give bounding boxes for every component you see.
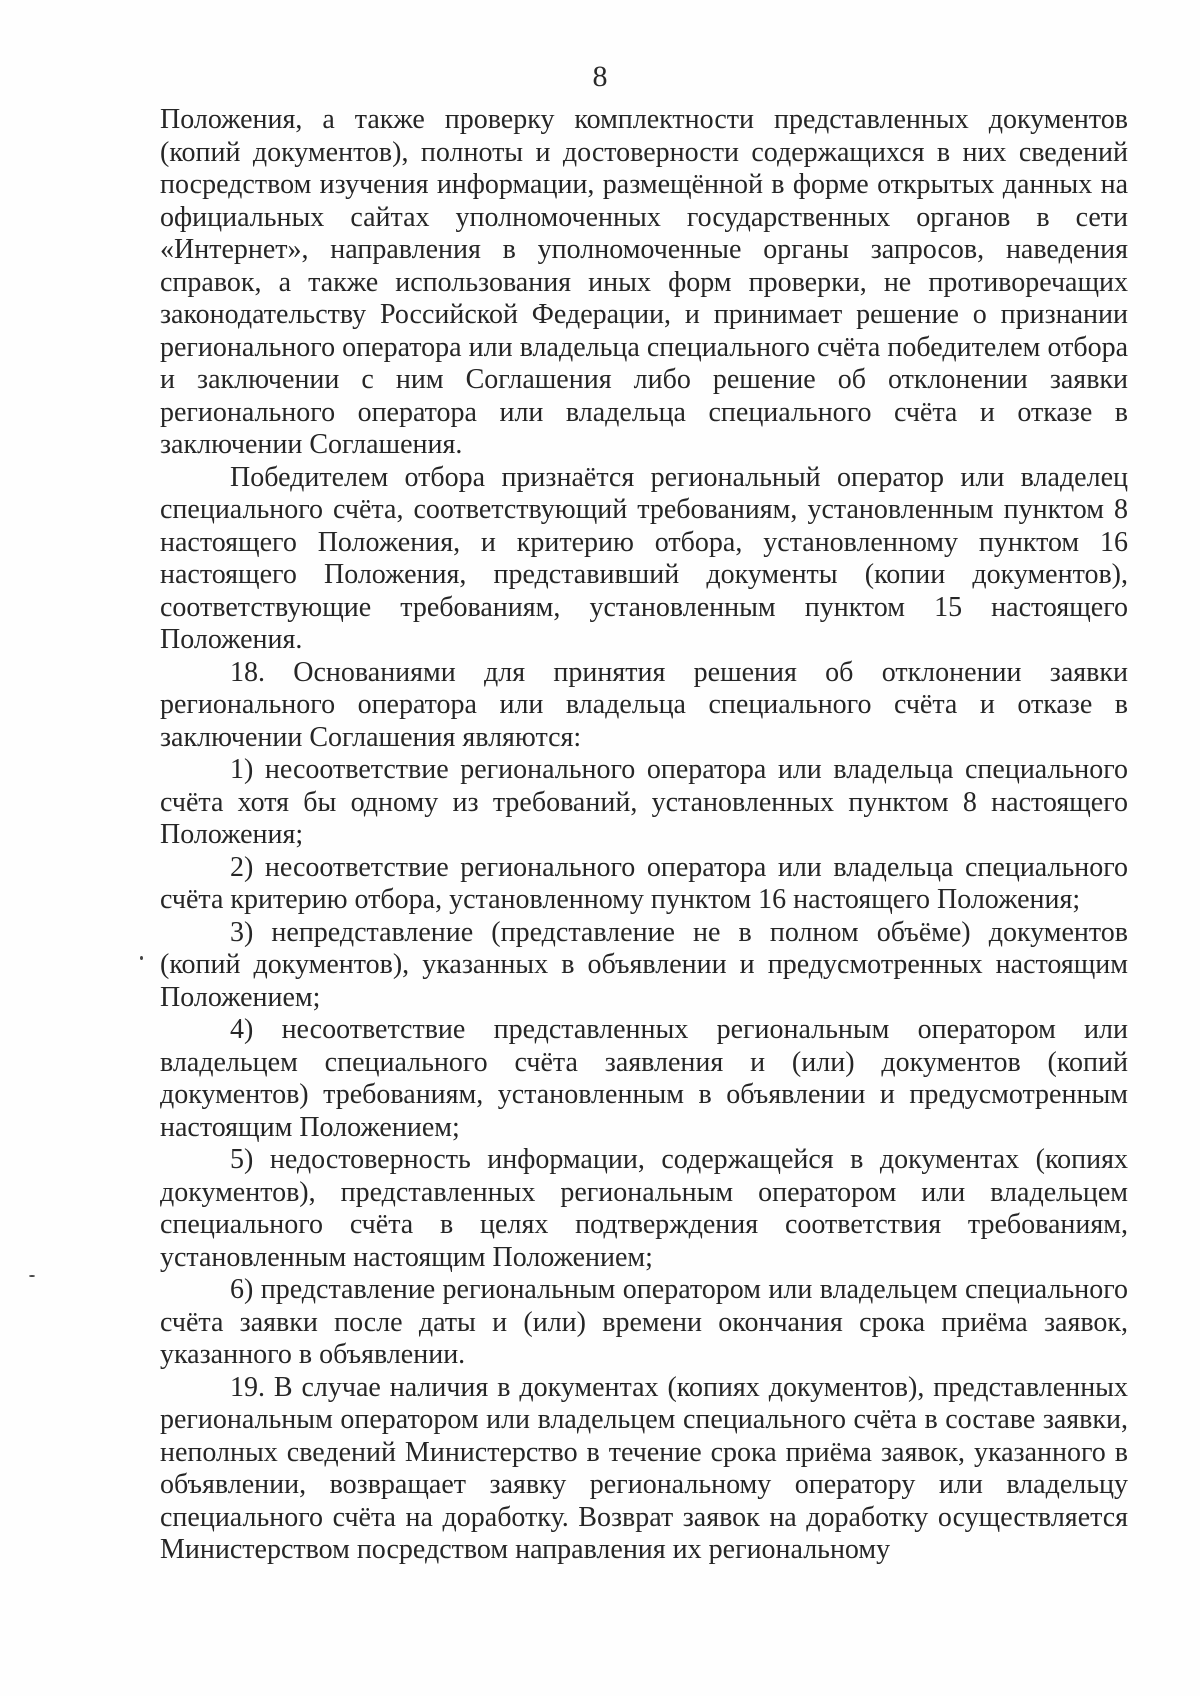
page-number: 8 [592,60,608,93]
list-item-4: 4) несоответствие представленных региональным оператором или владельцем специального счёта заявления и (или) документов (копий документов) требованиям, установленным в объявлении и предусмотренным настоящим Положением; [160,1014,1128,1143]
scan-speck [29,1275,35,1277]
list-item-2: 2) несоответствие регионального оператора или владельца специального счёта критерию отбора, установленному пунктом 16 настоящего Положения; [160,851,1128,915]
paragraph-clause-19: 19. В случае наличия в документах (копиях документов), представленных региональным оператором или владельцем специального счёта в составе заявки, неполных сведений Министерство в течение срока приёма заявок, указанного в объявлении, возвращает заявку региональному оператору или владельцу специального счёта на доработку. Возврат заявок на доработку осуществляется Министерством посредством направления их региональному [160,1371,1128,1565]
paragraph-winner-definition: Победителем отбора признаётся региональный оператор или владелец специального счёта, соответствующий требованиям, установленным пунктом 8 настоящего Положения, и критерию отбора, установленному пунктом 16 настоящего Положения, представивший документы (копии документов), соответствующие требованиям, установленным пунктом 15 настоящего Положения. [160,461,1128,655]
list-item-5: 5) недостоверность информации, содержащейся в документах (копиях документов), представленных региональным оператором или владельцем специального счёта в целях подтверждения соответствия требованиям, установленным настоящим Положением; [160,1144,1128,1273]
list-item-6: 6) представление региональным оператором или владельцем специального счёта заявки после даты и (или) времени окончания срока приёма заявок, указанного в объявлении. [160,1274,1128,1370]
scan-speck [140,956,143,960]
document-body [160,104,1128,1567]
list-item-3: 3) непредставление (представление не в полном объёме) документов (копий документов), указанных в объявлении и предусмотренных настоящим Положением; [160,916,1128,1013]
list-item-1: 1) несоответствие регионального оператора или владельца специального счёта хотя бы одному из требований, установленных пунктом 8 настоящего Положения; [160,754,1128,850]
paragraph-clause-18: 18. Основаниями для принятия решения об отклонении заявки регионального оператора или владельца специального счёта и отказе в заключении Соглашения являются: [160,656,1128,753]
paragraph-continuation: Положения, а также проверку комплектности представленных документов (копий документов), полноты и достоверности содержащихся в них сведений посредством изучения информации, размещённой в форме открытых данных на официальных сайтах уполномоченных государственных органов в сети «Интернет», направления в уполномоченные органы запросов, наведения справок, а также использования иных форм проверки, не противоречащих законодательству Российской Федерации, и принимает решение о признании регионального оператора или владельца специального счёта победителем отбора и заключении с ним Соглашения либо решение об отклонении заявки регионального оператора или владельца специального счёта и отказе в заключении Соглашения. [160,104,1128,460]
